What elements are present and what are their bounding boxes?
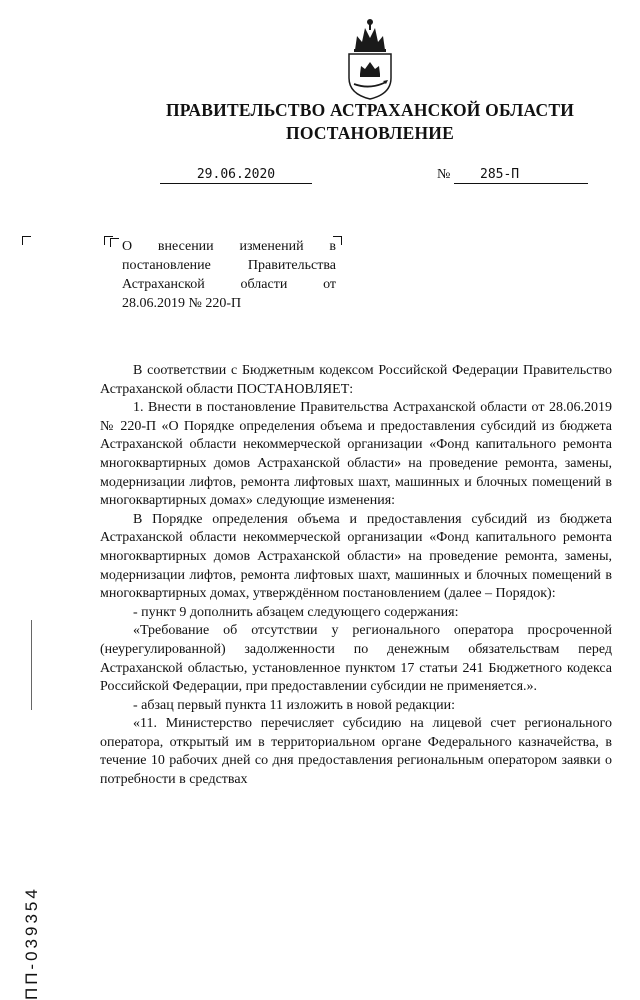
coat-of-arms-icon bbox=[345, 14, 395, 100]
body-paragraph: - абзац первый пункта 11 изложить в новой редакции: bbox=[133, 697, 456, 713]
margin-line bbox=[31, 620, 32, 710]
corner-mark bbox=[110, 238, 119, 247]
document-body bbox=[100, 362, 612, 790]
document-date: 29.06.2020 bbox=[160, 167, 312, 184]
body-paragraph: В соответствии с Бюджетным кодексом Российской Федерации Правительство Астраханской области ПОСТАНОВЛЯЕТ: bbox=[100, 363, 612, 397]
body-paragraph: В Порядке определения объема и предоставления субсидий из бюджета Астраханской области некоммерческой организации «Фонд капитального ремонта многоквартирных домов Астраханской области» на проведение ремонта, замены, модернизации лифтов, ремонта лифтовых шахт, машинных и блочных помещений в многоквартирных домах, утверждённом постановлением (далее – Порядок): bbox=[100, 511, 612, 602]
body-paragraph: 1. Внести в постановление Правительства Астраханской области от 28.06.2019 № 220-П «О Порядке определения объема и предоставления субсидий из бюджета Астраханской области некоммерческой организации «Фонд капитального ремонта многоквартирных домов Астраханской области» на проведение ремонта, замены, модернизации лифтов, ремонта лифтовых шахт, машинных и блочных помещений в многоквартирных домах» следующие изменения: bbox=[100, 400, 612, 509]
header-government-title: ПРАВИТЕЛЬСТВО АСТРАХАНСКОЙ ОБЛАСТИ bbox=[165, 100, 575, 120]
document-number: 285-П bbox=[454, 167, 588, 184]
body-paragraph: - пункт 9 дополнить абзацем следующего содержания: bbox=[133, 604, 459, 620]
corner-mark bbox=[22, 236, 31, 245]
number-sign: № bbox=[437, 167, 451, 182]
document-subject: О внесении изменений в постановление Правительства Астраханской области от 28.06.2019 № 220-П bbox=[122, 239, 336, 311]
header-document-type: ПОСТАНОВЛЕНИЕ bbox=[286, 123, 454, 143]
side-registration-code: ПП-039354 bbox=[22, 886, 41, 1000]
body-paragraph: «11. Министерство перечисляет субсидию на лицевой счет регионального оператора, открытый им в территориальном органе Федерального казначейства, в течение 10 рабочих дней со дня предоставления региональным оператором заявки о потребности в средствах bbox=[100, 716, 612, 788]
body-paragraph: «Требование об отсутствии у регионального оператора просроченной (неурегулированной) задолженности по денежным обязательствам перед Астраханской областью, установленное пунктом 17 статьи 241 Бюджетного кодекса Российской Федерации, при предоставлении субсидии не применяется.». bbox=[100, 623, 612, 695]
